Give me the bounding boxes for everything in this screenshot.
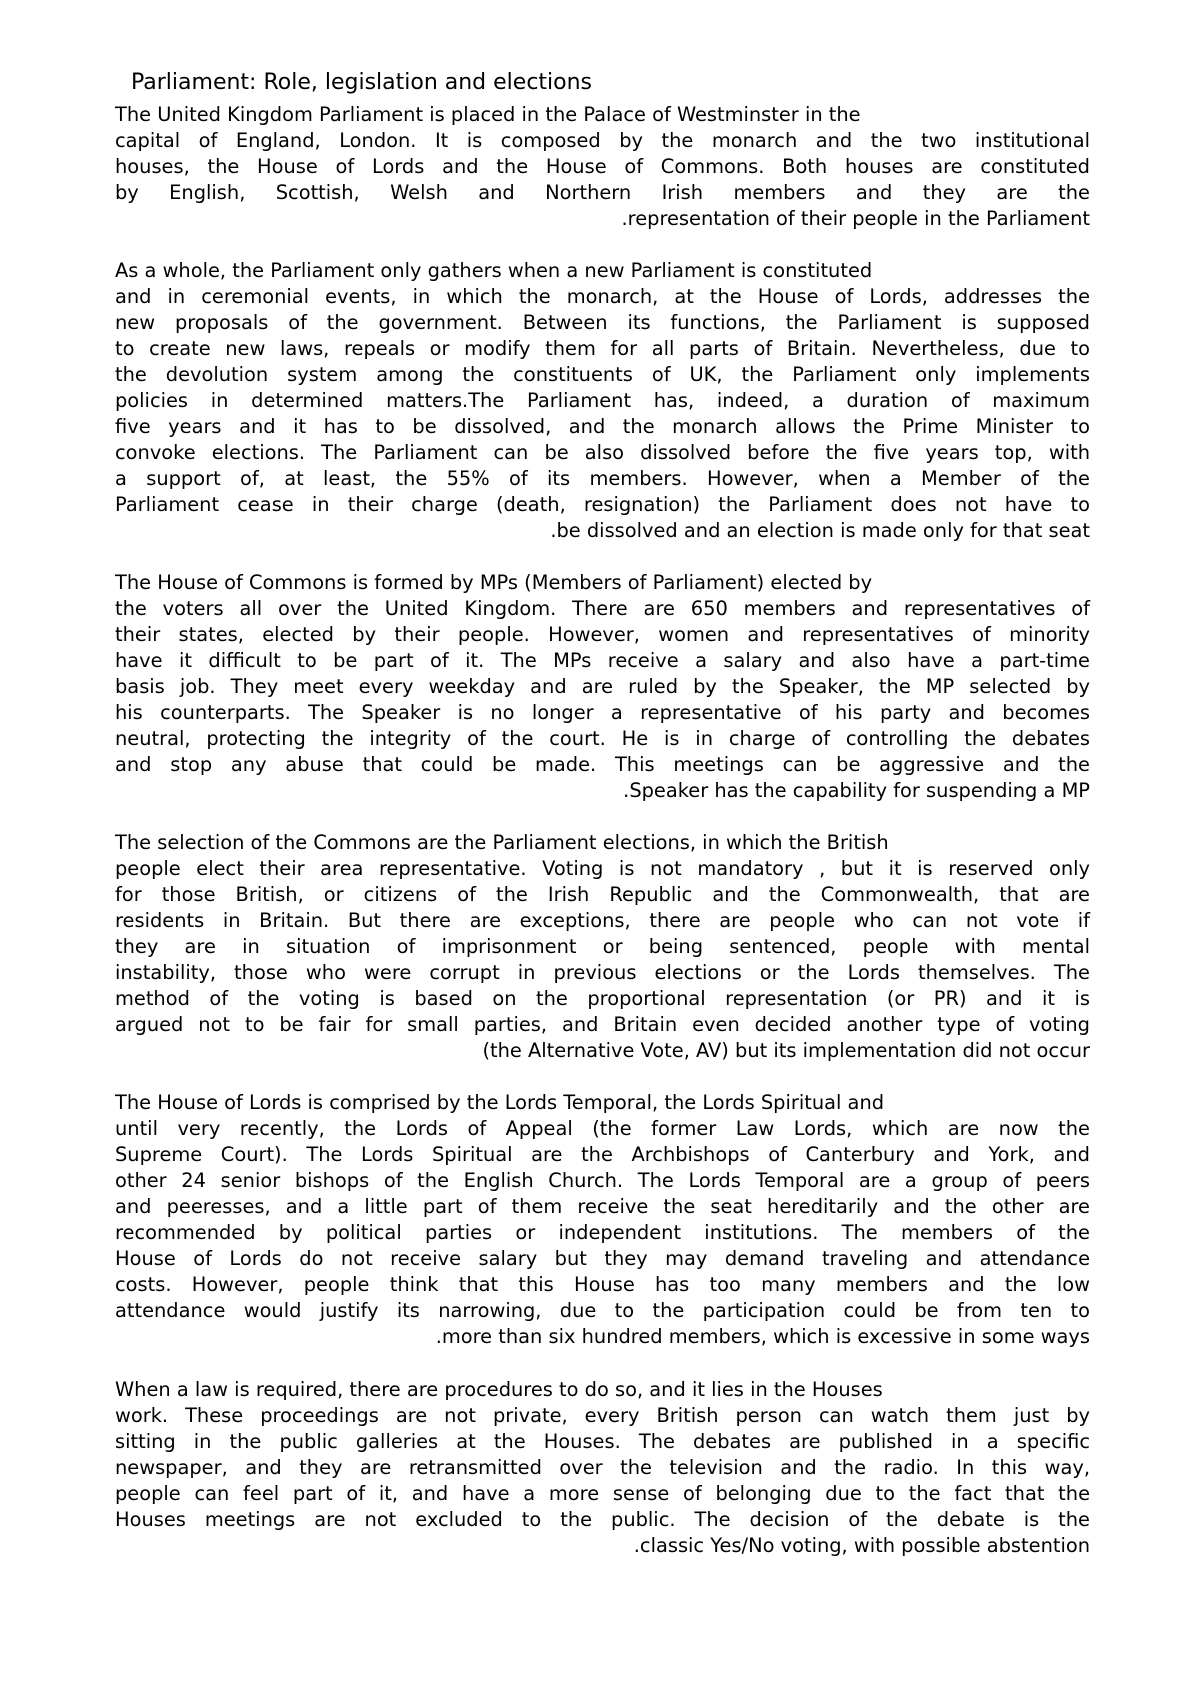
paragraph-line: they are in situation of imprisonment or being sentenced, people with mental [115,935,1090,958]
paragraph-line: residents in Britain. But there are exceptions, there are people who can not vote if [115,909,1090,932]
paragraph-line: sitting in the public galleries at the Houses. The debates are published in a specific [115,1430,1090,1453]
paragraph-line: have it difficult to be part of it. The MPs receive a salary and also have a part-time [115,649,1090,672]
paragraph-line: instability, those who were corrupt in previous elections or the Lords themselves. The [115,961,1090,984]
paragraph-line: House of Lords do not receive salary but they may demand traveling and attendance [115,1247,1090,1270]
paragraph-law-procedures [115,1377,1090,1559]
paragraph-line: the voters all over the United Kingdom. There are 650 members and representatives of [115,597,1090,620]
paragraph-line: As a whole, the Parliament only gathers when a new Parliament is constituted [115,259,873,282]
paragraph-line: houses, the House of Lords and the House of Commons. Both houses are constituted [115,155,1090,178]
paragraph-line: Parliament cease in their charge (death, resignation) the Parliament does not have to [115,493,1090,516]
paragraph-line: work. These proceedings are not private, every British person can watch them just by [115,1404,1090,1427]
paragraph-line: attendance would justify its narrowing, due to the participation could be from ten to [115,1299,1090,1322]
paragraph-line: their states, elected by their people. However, women and representatives of minority [115,623,1090,646]
paragraph-line: (the Alternative Vote, AV) but its implementation did not occur [482,1039,1090,1062]
paragraph-line: policies in determined matters.The Parliament has, indeed, a duration of maximum [115,389,1090,412]
paragraph-line: new proposals of the government. Between its functions, the Parliament is supposed [115,311,1090,334]
paragraph-line: recommended by political parties or independent institutions. The members of the [115,1221,1090,1244]
paragraph-line: The House of Commons is formed by MPs (Members of Parliament) elected by [115,571,873,594]
paragraph-line: argued not to be fair for small parties, and Britain even decided another type of voting [115,1013,1090,1036]
paragraph-line: convoke elections. The Parliament can be also dissolved before the five years top, with [115,441,1090,464]
paragraph-line: When a law is required, there are procedures to do so, and it lies in the Houses [115,1378,883,1401]
paragraph-line: other 24 senior bishops of the English Church. The Lords Temporal are a group of peers [115,1169,1090,1192]
paragraph-house-of-commons [115,570,1090,804]
paragraph-line: and stop any abuse that could be made. This meetings can be aggressive and the [115,753,1090,776]
paragraph-house-of-lords [115,1090,1090,1350]
paragraph-line: until very recently, the Lords of Appeal (the former Law Lords, which are now the [115,1117,1090,1140]
paragraph-parliament-functions [115,258,1090,544]
paragraph-line: The House of Lords is comprised by the Lords Temporal, the Lords Spiritual and [115,1091,885,1114]
paragraph-line: .more than six hundred members, which is excessive in some ways [435,1325,1090,1348]
paragraph-line: .Speaker has the capability for suspending a MP [623,779,1090,802]
paragraph-line: .be dissolved and an election is made only for that seat [550,519,1090,542]
paragraph-line: The selection of the Commons are the Parliament elections, in which the British [115,831,889,854]
paragraph-line: .classic Yes/No voting, with possible abstention [633,1534,1090,1557]
paragraph-line: by English, Scottish, Welsh and Northern Irish members and they are the [115,181,1090,204]
paragraph-line: people elect their area representative. Voting is not mandatory , but it is reserved only [115,857,1090,880]
paragraph-line: method of the voting is based on the proportional representation (or PR) and it is [115,987,1090,1010]
page-title: Parliament: Role, legislation and elections [131,70,593,95]
paragraph-line: .representation of their people in the Parliament [621,207,1090,230]
paragraph-line: and peeresses, and a little part of them receive the seat hereditarily and the other are [115,1195,1090,1218]
paragraph-line: Houses meetings are not excluded to the public. The decision of the debate is the [115,1508,1090,1531]
paragraph-parliament-location [115,102,1090,232]
paragraph-line: the devolution system among the constituents of UK, the Parliament only implements [115,363,1090,386]
paragraph-line: to create new laws, repeals or modify them for all parts of Britain. Nevertheless, due to [115,337,1090,360]
paragraph-line: and in ceremonial events, in which the monarch, at the House of Lords, addresses the [115,285,1090,308]
paragraph-line: Supreme Court). The Lords Spiritual are the Archbishops of Canterbury and York, and [115,1143,1090,1166]
paragraph-line: for those British, or citizens of the Irish Republic and the Commonwealth, that are [115,883,1090,906]
paragraph-line: five years and it has to be dissolved, and the monarch allows the Prime Minister to [115,415,1090,438]
paragraph-line: basis job. They meet every weekday and are ruled by the Speaker, the MP selected by [115,675,1090,698]
paragraph-line: his counterparts. The Speaker is no longer a representative of his party and becomes [115,701,1090,724]
paragraph-line: capital of England, London. It is composed by the monarch and the two institutional [115,129,1090,152]
paragraph-line: neutral, protecting the integrity of the court. He is in charge of controlling the debates [115,727,1090,750]
paragraph-line: a support of, at least, the 55% of its members. However, when a Member of the [115,467,1090,490]
paragraph-parliament-elections [115,830,1090,1064]
paragraph-line: newspaper, and they are retransmitted over the television and the radio. In this way, [115,1456,1090,1479]
paragraph-line: people can feel part of it, and have a more sense of belonging due to the fact that the [115,1482,1090,1505]
paragraph-line: The United Kingdom Parliament is placed in the Palace of Westminster in the [115,103,861,126]
paragraph-line: costs. However, people think that this House has too many members and the low [115,1273,1090,1296]
